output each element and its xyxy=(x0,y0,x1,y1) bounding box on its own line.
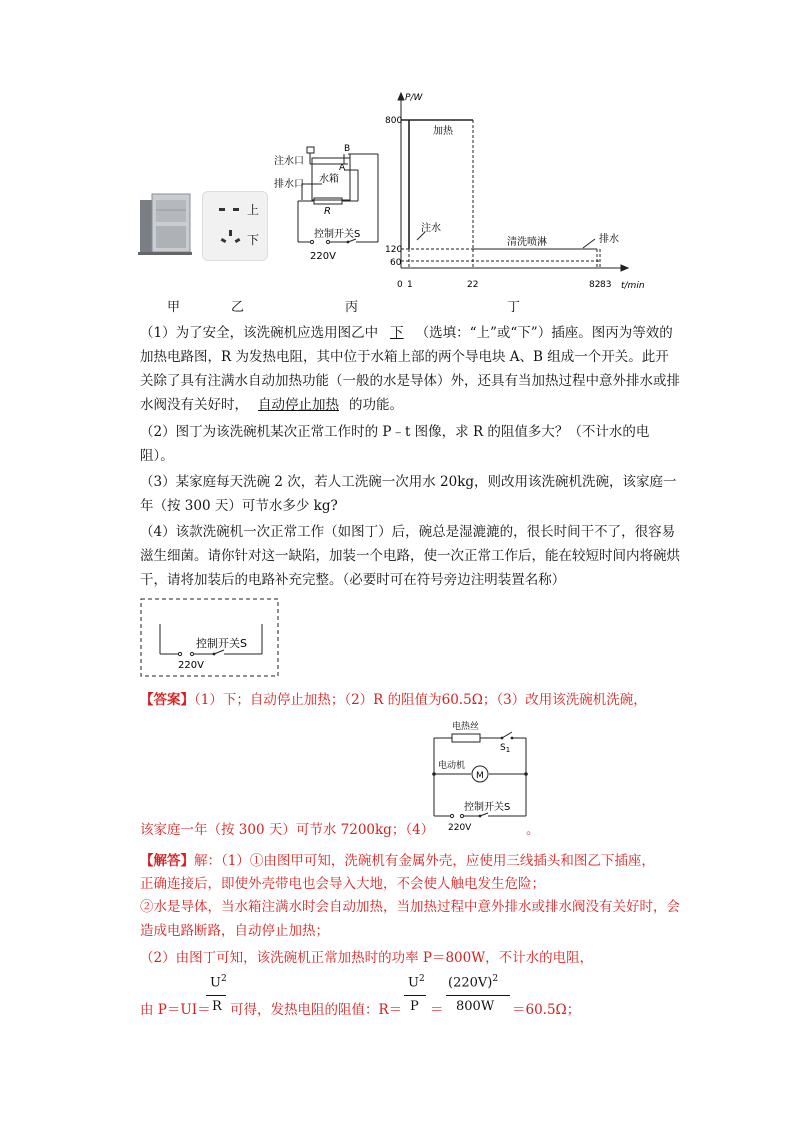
heater-label: 电热丝 xyxy=(452,722,480,732)
socket-label-bottom: 下 xyxy=(247,233,260,247)
phase-heat-label: 加热 xyxy=(433,126,453,137)
question-1: （1）为了安全，该洗碗机应选用图乙中 下 （选填：“上”或“下”）插座。图丙为等效的加热电路图，R 为发热电阻，其中位于水箱上部的两个导电块 A、B 组成一个开关。此开关除了具有注满水自动加热功能（一般的水是导体）外，还具有当加热过程中意外排水或排水阀没有关好时， 自动停止加热 的功能。 xyxy=(140,325,680,413)
frac2-bar xyxy=(404,995,426,996)
answer-voltage-label: 220V xyxy=(448,823,472,833)
analysis-line-1: 【解答】解：（1）①由图甲可知，洗碗机有金属外壳，应使用三线插头和图乙下插座， xyxy=(140,853,655,869)
frac3-den: 800W xyxy=(456,999,495,1014)
q1-blank-answer-2: 自动停止加热 xyxy=(258,397,339,413)
socket-three-pin xyxy=(221,230,241,244)
inlet-label: 注水口 xyxy=(274,156,304,167)
analysis-line-3: ②水是导体，当水箱注满水时会自动加热，当加热过程中意外排水或排水阀没有关好时，会造成电路断路，自动停止加热； xyxy=(140,899,680,939)
answer-switch-label: 控制开关S xyxy=(464,802,511,813)
frac2-num: $U^2$ xyxy=(408,974,425,991)
q1-blank-answer-1: 下 xyxy=(390,325,404,341)
dishwasher-image xyxy=(138,190,194,256)
contact-b-label: B xyxy=(344,144,351,154)
answer-box-switch-label: 控制开关S xyxy=(196,637,247,650)
x-tick-82: 82 xyxy=(589,280,601,290)
frac1-num: $U^2$ xyxy=(210,974,227,991)
contact-a-label: A xyxy=(339,163,346,173)
analysis-tag: 【解答】 xyxy=(140,853,194,869)
question-2: （2）图丁为该洗碗机某次正常工作时的 P﹣t 图像，求 R 的阻值多大？（不计水的电阻）。 xyxy=(140,424,650,464)
dishwasher-icon xyxy=(138,190,194,256)
phase-drain-label: 排水 xyxy=(599,234,619,245)
caption-ding: 丁 xyxy=(507,300,521,315)
switch-label: 控制开关S xyxy=(314,229,361,240)
socket-panel xyxy=(202,191,268,261)
formula: 由 P＝UI＝ $U^2$ R 可得，发热电阻的阻值：R＝ $U^2$ P ＝ $(220V)^2$ 800W ＝60.5Ω； xyxy=(140,974,581,1018)
caption-jia: 甲 xyxy=(167,300,181,315)
answer-line-2-end: 。 xyxy=(526,822,540,838)
frac1-den: R xyxy=(212,999,222,1014)
heating-circuit-diagram xyxy=(270,140,390,270)
caption-yi: 乙 xyxy=(231,300,245,315)
outlet-label: 排水口 xyxy=(274,179,304,190)
tank-label: 水箱 xyxy=(319,174,339,185)
phase-wash-label: 清洗喷淋 xyxy=(507,237,547,248)
answer-tag: 【答案】 xyxy=(140,692,194,708)
motor-icon: M xyxy=(476,771,484,781)
socket-label-top: 上 xyxy=(247,203,260,217)
answer-circuit-diagram xyxy=(430,718,530,834)
x-tick-1: 1 xyxy=(407,280,413,290)
question-4: （4）该款洗碗机一次正常工作（如图丁）后，碗总是湿漉漉的，很长时间干不了，很容易滋生细菌。请你针对这一缺陷，加装一个电路，使一次正常工作后，能在较短时间内将碗烘干，请将加装后的电路补充完整。（必要时可在符号旁边注明装置名称） xyxy=(140,524,680,588)
power-time-graph xyxy=(385,90,685,295)
x-axis-label: t/min xyxy=(621,281,645,291)
s1-label: $S_1$ xyxy=(500,743,511,754)
y-tick-60: 60 xyxy=(390,258,402,268)
question-3: （3）某家庭每天洗碗 2 次，若人工洗碗一次用水 20kg，则改用该洗碗机洗碗，该家庭一年（按 300 天）可节水多少 kg? xyxy=(140,474,677,514)
answer-box-circuit xyxy=(140,598,280,678)
x-tick-0: 0 xyxy=(397,280,403,290)
resistor-label: R xyxy=(324,206,331,217)
voltage-label: 220V xyxy=(310,251,336,262)
frac2-den: P xyxy=(410,999,419,1014)
motor-label: 电动机 xyxy=(438,761,466,771)
answer-line-2: 该家庭一年（按 300 天）可节水 7200kg；（4） xyxy=(140,822,435,838)
caption-bing: 丙 xyxy=(345,300,359,315)
answer-line-1: 【答案】（1）下；自动停止加热；（2）R 的阻值为60.5Ω；（3）改用该洗碗机洗碗， xyxy=(140,692,647,708)
y-axis-label: P/W xyxy=(405,93,423,103)
socket-two-pin xyxy=(219,208,239,214)
answer-box-voltage-label: 220V xyxy=(178,660,204,671)
y-tick-800: 800 xyxy=(385,116,403,126)
x-tick-83: 83 xyxy=(600,280,612,290)
analysis-line-2: 正确连接后，即使外壳带电也会导入大地，不会使人触电发生危险； xyxy=(140,876,545,892)
phase-fill-label: 注水 xyxy=(421,223,441,234)
analysis-line-4: （2）由图丁可知，该洗碗机正常加热时的功率 P＝800W，不计水的电阻， xyxy=(140,950,594,966)
frac1-bar xyxy=(206,995,226,996)
y-tick-120: 120 xyxy=(385,245,403,255)
frac3-bar xyxy=(446,995,510,996)
frac3-num: $(220V)^2$ xyxy=(448,974,499,991)
x-tick-22: 22 xyxy=(467,280,479,290)
